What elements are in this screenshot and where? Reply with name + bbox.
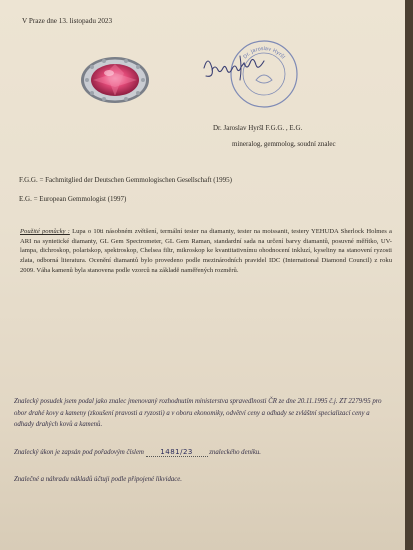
handwritten-signature bbox=[200, 48, 270, 86]
appointment-statement: Znalecký posudek jsem podal jako znalec jmenovaný rozhodnutím ministerstva spravedlnosti ČR ze dne 20.11.1995 č.j. ZT 2279/95 pro obor drahé kovy a kameny (zkoušení pravosti a ryzosti) a v oboru ekonomiky, odvětví ceny a odhady se zvláštní specializací ceny a odhady drahých kovů a kamenů. bbox=[14, 398, 382, 428]
background-edge bbox=[405, 0, 413, 550]
abbreviation-fgg: F.G.G. = Fachmitglied der Deutschen Gemmologischen Gesellschaft (1995) bbox=[19, 176, 232, 184]
signer-name: Dr. Jaroslav Hyršl F.G.G. , E.G. bbox=[213, 124, 303, 132]
abbreviation-eg: E.G. = European Gemmologist (1997) bbox=[19, 195, 127, 203]
stamp-ring-text: Dr. Jaroslav Hyršl bbox=[242, 45, 286, 61]
registry-statement bbox=[14, 448, 394, 457]
registry-suffix: znaleckého deníku. bbox=[209, 449, 261, 456]
gem-photo bbox=[80, 55, 150, 105]
registry-number: 1481/23 bbox=[146, 448, 208, 457]
tools-paragraph bbox=[20, 227, 392, 276]
document-date: V Praze dne 13. listopadu 2023 bbox=[22, 17, 113, 25]
registry-prefix: Znalecký úkon je zapsán pod pořadovým číslem bbox=[14, 449, 144, 456]
fees-statement: Znalečné a náhradu nákladů účtuji podle připojené likvidace. bbox=[14, 476, 182, 483]
signer-roles: mineralog, gemmolog, soudní znalec bbox=[232, 140, 336, 148]
tools-label: Použité pomůcky : bbox=[20, 228, 70, 235]
tools-text: Lupa o 10ti násobném zvětšení, termální tester na diamanty, tester na moissanit, testery YEHUDA Sherlock Holmes a ARI na syntetické diamanty, GL Gem Spectrometer, GL Gem Raman, standardní sada na určení barvy diamantů, posuvné měřítko, UV-lampa, dichroskop, polariskop, spektroskop, Chelsea filtr, mikroskop ke kvantitativnímu ohodnocení inkluzí, kyseliny na stanovení ryzosti zlata, odborná literatura. Ocenění diamantů bylo provedeno podle mezinárodních pravidel IDC (International Diamond Council) z roku 2009. Váha kamenů byla stanovena podle vzorců na základě naměřených rozměrů. bbox=[20, 228, 392, 274]
